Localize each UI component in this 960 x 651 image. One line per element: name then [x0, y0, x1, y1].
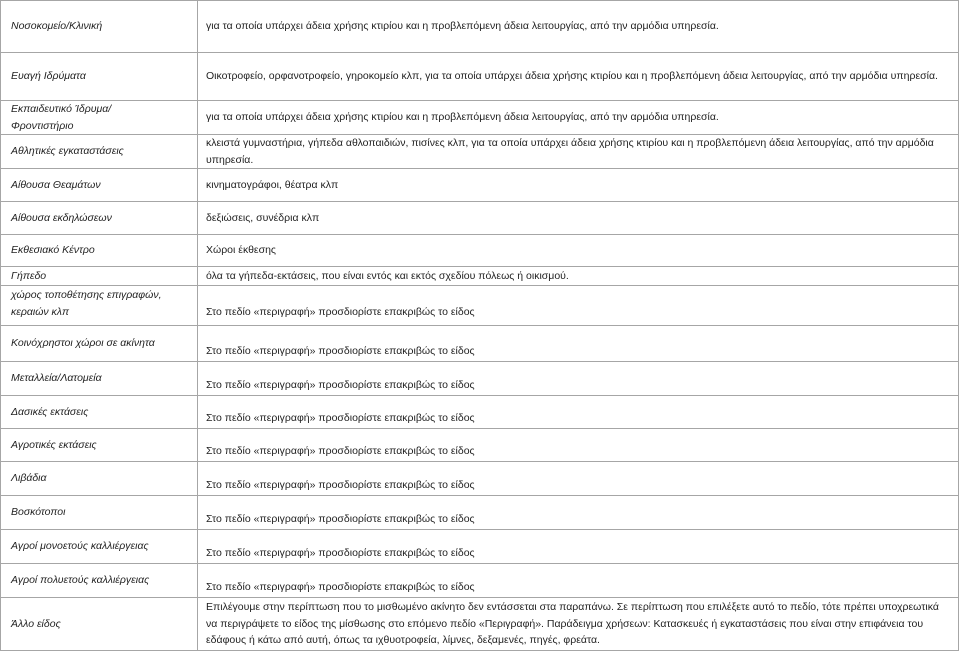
- property-description-cell: Στο πεδίο «περιγραφή» προσδιορίστε επακριβώς το είδος: [198, 286, 959, 326]
- property-type-cell: Άλλο είδος: [1, 598, 198, 651]
- property-description-cell: για τα οποία υπάρχει άδεια χρήσης κτιρίου και η προβλεπόμενη άδεια λειτουργίας, από την αρμόδια υπηρεσία.: [198, 1, 959, 53]
- property-type-cell: Νοσοκομείο/Κλινική: [1, 1, 198, 53]
- property-description-cell: Στο πεδίο «περιγραφή» προσδιορίστε επακριβώς το είδος: [198, 496, 959, 530]
- property-description-cell: κλειστά γυμναστήρια, γήπεδα αθλοπαιδιών, πισίνες κλπ, για τα οποία υπάρχει άδεια χρήσης κτιρίου και η προβλεπόμενη άδεια λειτουργίας, από την αρμόδια υπηρεσία.: [198, 135, 959, 169]
- property-type-cell: Αγροί πολυετούς καλλιέργειας: [1, 564, 198, 598]
- table-row: [1, 202, 959, 235]
- table-row: [1, 396, 959, 429]
- property-type-cell: Αγροτικές εκτάσεις: [1, 429, 198, 462]
- property-description-cell: Χώροι έκθεσης: [198, 235, 959, 267]
- property-type-cell: Αίθουσα Θεαμάτων: [1, 169, 198, 202]
- table-row: [1, 598, 959, 651]
- property-type-cell: Μεταλλεία/Λατομεία: [1, 362, 198, 396]
- table-row: [1, 101, 959, 135]
- table-row: [1, 496, 959, 530]
- property-description-cell: Οικοτροφείο, ορφανοτροφείο, γηροκομείο κλπ, για τα οποία υπάρχει άδεια χρήσης κτιρίου και η προβλεπόμενη άδεια λειτουργίας, από την αρμόδια υπηρεσία.: [198, 53, 959, 101]
- property-description-cell: Στο πεδίο «περιγραφή» προσδιορίστε επακριβώς το είδος: [198, 462, 959, 496]
- property-description-cell: κινηματογράφοι, θέατρα κλπ: [198, 169, 959, 202]
- table-row: [1, 267, 959, 286]
- property-description-cell: Στο πεδίο «περιγραφή» προσδιορίστε επακριβώς το είδος: [198, 564, 959, 598]
- table-row: [1, 362, 959, 396]
- property-type-cell: Κοινόχρηστοι χώροι σε ακίνητα: [1, 326, 198, 362]
- property-description-cell: Στο πεδίο «περιγραφή» προσδιορίστε επακριβώς το είδος: [198, 362, 959, 396]
- property-type-cell: Αγροί μονοετούς καλλιέργειας: [1, 530, 198, 564]
- property-description-cell: όλα τα γήπεδα-εκτάσεις, που είναι εντός και εκτός σχεδίου πόλεως ή οικισμού.: [198, 267, 959, 286]
- property-type-cell: Εκθεσιακό Κέντρο: [1, 235, 198, 267]
- table-row: [1, 1, 959, 53]
- property-description-cell: Στο πεδίο «περιγραφή» προσδιορίστε επακριβώς το είδος: [198, 530, 959, 564]
- property-type-cell: Βοσκότοποι: [1, 496, 198, 530]
- property-description-cell: δεξιώσεις, συνέδρια κλπ: [198, 202, 959, 235]
- table-row: [1, 564, 959, 598]
- property-type-cell: Εκπαιδευτικό Ίδρυμα/Φροντιστήριο: [1, 101, 198, 135]
- property-type-cell: Γήπεδο: [1, 267, 198, 286]
- property-description-cell: Στο πεδίο «περιγραφή» προσδιορίστε επακριβώς το είδος: [198, 396, 959, 429]
- property-description-cell: Στο πεδίο «περιγραφή» προσδιορίστε επακριβώς το είδος: [198, 429, 959, 462]
- table-row: [1, 286, 959, 326]
- property-type-cell: Δασικές εκτάσεις: [1, 396, 198, 429]
- table-row: [1, 462, 959, 496]
- table-row: [1, 326, 959, 362]
- property-description-cell: για τα οποία υπάρχει άδεια χρήσης κτιρίου και η προβλεπόμενη άδεια λειτουργίας, από την αρμόδια υπηρεσία.: [198, 101, 959, 135]
- property-type-cell: Ευαγή Ιδρύματα: [1, 53, 198, 101]
- property-type-cell: χώρος τοποθέτησης επιγραφών, κεραιών κλπ: [1, 286, 198, 326]
- property-description-cell: Στο πεδίο «περιγραφή» προσδιορίστε επακριβώς το είδος: [198, 326, 959, 362]
- property-type-cell: Λιβάδια: [1, 462, 198, 496]
- table-row: [1, 135, 959, 169]
- property-type-cell: Αίθουσα εκδηλώσεων: [1, 202, 198, 235]
- table-row: [1, 530, 959, 564]
- table-row: [1, 169, 959, 202]
- table-row: [1, 53, 959, 101]
- property-type-cell: Αθλητικές εγκαταστάσεις: [1, 135, 198, 169]
- table-row: [1, 235, 959, 267]
- table-row: [1, 429, 959, 462]
- property-description-cell: Επιλέγουμε στην περίπτωση που το μισθωμένο ακίνητο δεν εντάσσεται στα παραπάνω. Σε περίπτωση που επιλέξετε αυτό το πεδίο, τότε πρέπει υποχρεωτικά να περιγράψετε το είδος της μίσθωσης στο επόμενο πεδίο «Περιγραφή». Παράδειγμα χρήσεων: Κατασκευές ή εγκαταστάσεις που είναι στην επιφάνεια του εδάφους ή κάτω από αυτή, όπως τα ιχθυοτροφεία, λίμνες, δεξαμενές, πηγές, φρεάτα.: [198, 598, 959, 651]
